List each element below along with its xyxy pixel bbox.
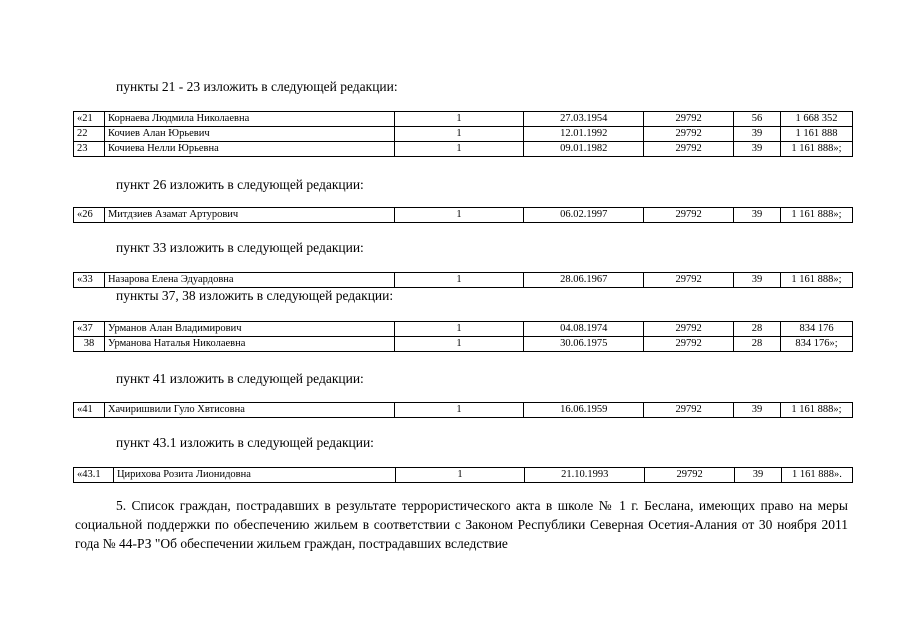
full-name: Корнаева Людмила Николаевна	[104, 112, 394, 127]
amount: 1 161 888	[780, 127, 852, 142]
birth-date: 09.01.1982	[524, 142, 644, 157]
amount: 1 161 888»;	[780, 273, 852, 288]
table-row	[74, 142, 853, 157]
row-number: «33	[74, 273, 105, 288]
birth-date: 12.01.1992	[524, 127, 644, 142]
row-number: «41	[74, 403, 105, 418]
birth-date: 27.03.1954	[524, 112, 644, 127]
section-table	[73, 321, 853, 352]
row-number: 23	[74, 142, 105, 157]
birth-date: 21.10.1993	[525, 468, 645, 483]
family-size: 1	[394, 127, 524, 142]
family-size: 1	[395, 468, 525, 483]
section-heading: пункт 41 изложить в следующей редакции:	[116, 371, 364, 386]
price: 29792	[644, 208, 734, 223]
family-size: 1	[394, 337, 524, 352]
area: 39	[734, 142, 781, 157]
section-table	[73, 467, 853, 483]
row-number: «26	[74, 208, 105, 223]
table-row	[74, 112, 853, 127]
body-paragraph	[75, 496, 848, 553]
family-size: 1	[394, 142, 524, 157]
price: 29792	[644, 142, 734, 157]
amount: 1 161 888»;	[780, 403, 852, 418]
table-row	[74, 273, 853, 288]
area: 39	[735, 468, 782, 483]
birth-date: 28.06.1967	[524, 273, 644, 288]
birth-date: 06.02.1997	[524, 208, 644, 223]
row-number: 22	[74, 127, 105, 142]
price: 29792	[644, 337, 734, 352]
table-row	[74, 322, 853, 337]
amount: 1 161 888»;	[780, 208, 852, 223]
table-row	[74, 208, 853, 223]
birth-date: 30.06.1975	[524, 337, 644, 352]
section-heading: пункт 43.1 изложить в следующей редакции:	[116, 435, 374, 450]
price: 29792	[644, 273, 734, 288]
row-number: 38	[74, 337, 105, 352]
amount: 1 161 888».	[781, 468, 852, 483]
amount: 1 668 352	[780, 112, 852, 127]
row-number: «21	[74, 112, 105, 127]
family-size: 1	[394, 208, 524, 223]
section-table	[73, 207, 853, 223]
paragraph-text: 5. Список граждан, пострадавших в результате террористического акта в школе № 1 г. Беслана, имеющих право на меры социальной поддержки по обеспечению жильем в соответствии с Законом Республики Северная Осетия-Алания от 30 ноября 2011 года № 44-РЗ "Об обеспечении жильем граждан, пострадавших вследствие	[75, 498, 848, 551]
family-size: 1	[394, 322, 524, 337]
price: 29792	[644, 322, 734, 337]
full-name: Цирихова Розита Лионидовна	[113, 468, 395, 483]
area: 39	[734, 273, 781, 288]
area: 28	[734, 322, 781, 337]
birth-date: 04.08.1974	[524, 322, 644, 337]
section-heading: пункты 37, 38 изложить в следующей редакции:	[116, 288, 394, 303]
family-size: 1	[394, 273, 524, 288]
full-name: Урманов Алан Владимирович	[104, 322, 394, 337]
full-name: Хачиришвили Гуло Хвтисовна	[104, 403, 394, 418]
area: 28	[734, 337, 781, 352]
table-row	[74, 127, 853, 142]
amount: 834 176»;	[781, 337, 853, 352]
full-name: Кочиева Нелли Юрьевна	[104, 142, 394, 157]
area: 39	[734, 403, 781, 418]
full-name: Кочиев Алан Юрьевич	[104, 127, 394, 142]
family-size: 1	[394, 112, 524, 127]
full-name: Митдзиев Азамат Артурович	[104, 208, 394, 223]
price: 29792	[644, 127, 734, 142]
birth-date: 16.06.1959	[524, 403, 644, 418]
section-heading: пункты 21 - 23 изложить в следующей редакции:	[116, 79, 398, 94]
amount: 834 176	[781, 322, 853, 337]
amount: 1 161 888»;	[780, 142, 852, 157]
section-table	[73, 111, 853, 157]
area: 39	[734, 208, 781, 223]
family-size: 1	[394, 403, 524, 418]
area: 56	[734, 112, 781, 127]
section-heading: пункт 26 изложить в следующей редакции:	[116, 177, 364, 192]
section-heading: пункт 33 изложить в следующей редакции:	[116, 240, 364, 255]
table-row	[74, 468, 853, 483]
price: 29792	[644, 112, 734, 127]
row-number: «37	[74, 322, 105, 337]
row-number: «43.1	[74, 468, 114, 483]
full-name: Назарова Елена Эдуардовна	[104, 273, 394, 288]
section-table	[73, 272, 853, 288]
price: 29792	[644, 403, 734, 418]
section-table	[73, 402, 853, 418]
price: 29792	[645, 468, 735, 483]
table-row	[74, 337, 853, 352]
table-row	[74, 403, 853, 418]
area: 39	[734, 127, 781, 142]
full-name: Урманова Наталья Николаевна	[104, 337, 394, 352]
